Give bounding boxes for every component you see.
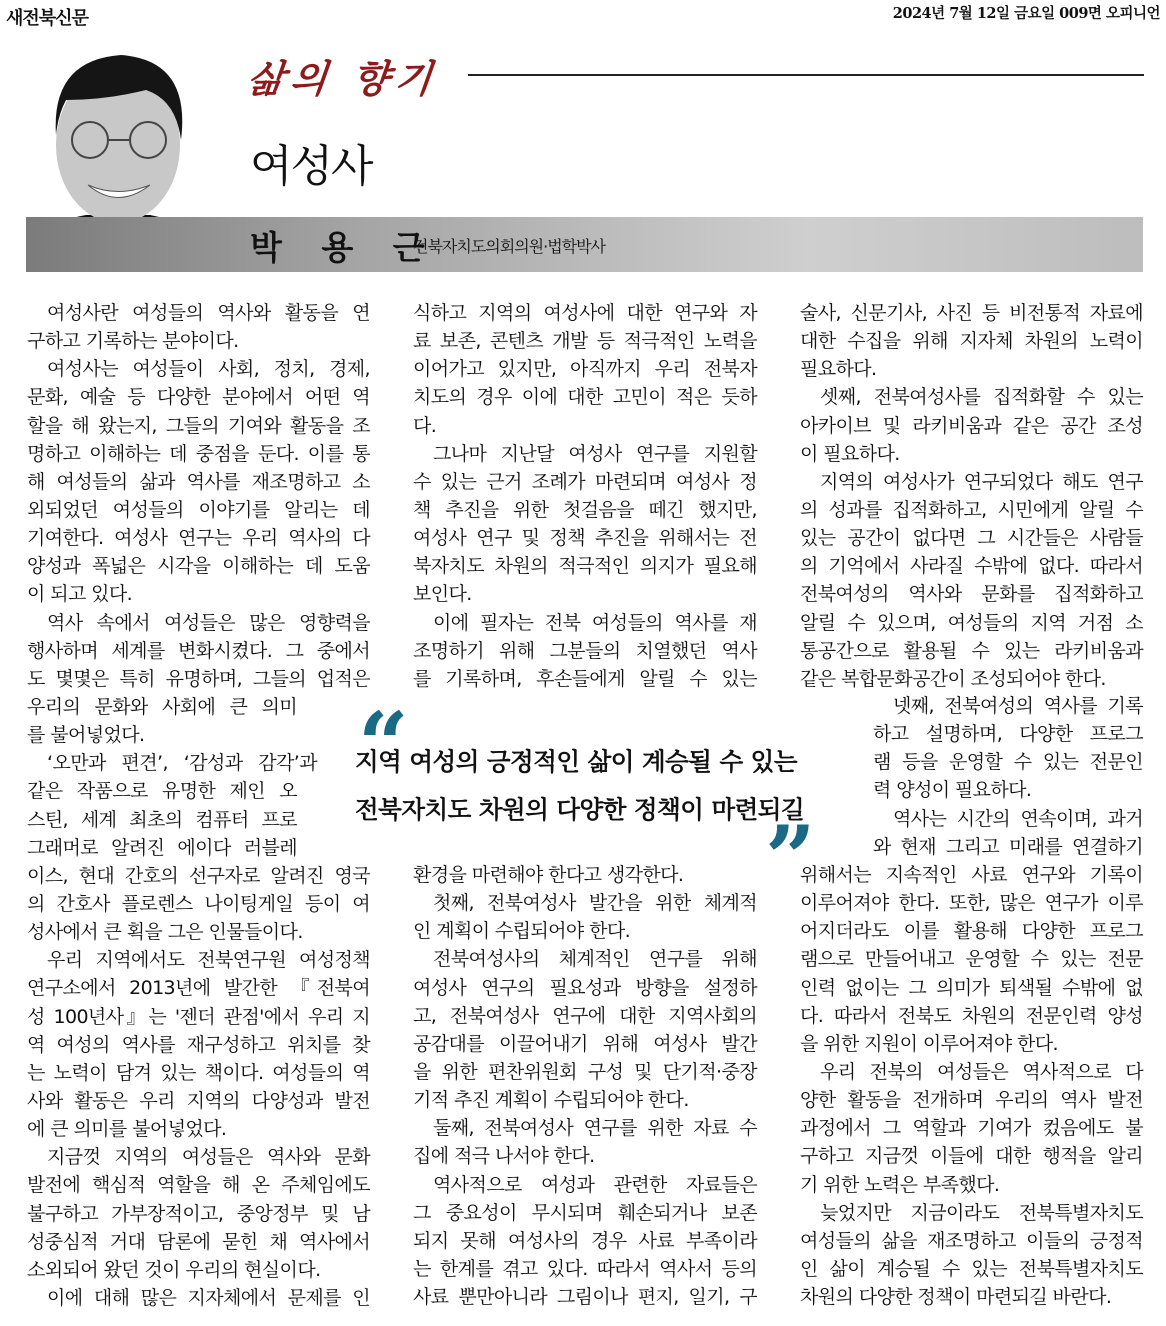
text-line: 지금껏 지역의 여성들은 역사와 문화 [47,1146,370,1169]
article-column-1 [27,299,370,1312]
text-line: 성사에서 큰 획을 그은 인물들이다. [27,921,303,944]
text-line: 램으로 만들어내고 운영할 수 있는 전문 [800,948,1143,971]
text-line: 차원의 다양한 정책이 마련되길 바란다. [800,1286,1112,1309]
text-line: 도 몇몇은 특히 유명하며, 그들의 업적은 [27,667,370,690]
article-title: 여성사 [250,141,372,192]
dateline: 2024년 7월 12일 금요일 009면 오피니언 [892,5,1160,22]
text-line: 여성사 연구의 필요성과 방향을 설정하 [413,976,757,999]
text-line: 치도의 경우 이에 대한 고민이 적은 듯하 [413,386,757,409]
text-line: 그래머로 알려진 에이다 러블레 [27,836,297,859]
newspaper-logo: 새전북신문 [6,8,88,29]
text-line: 에 큰 의미를 불어넣었다. [27,1118,227,1141]
text-line: 여성사는 여성들이 사회, 정치, 경제, [47,358,370,381]
text-line: 전북여성의 역사와 문화를 집적화하고 [800,583,1143,606]
text-line: 통공간으로 활용될 수 있는 라키비움과 [800,639,1143,662]
text-line: 넷째, 전북여성의 역사를 기록 [893,695,1143,717]
text-line: 기적 추진 계획이 수립되어야 한다. [413,1089,689,1112]
text-line: 구하고 기록하는 분야이다. [27,330,239,353]
text-line: 역사는 시간의 연속이며, 과거 [893,807,1143,830]
text-line: 램 등을 운영할 수 있는 전문인 [873,751,1143,774]
text-line: 인 계획이 수립되어야 한다. [413,920,631,943]
article-column-3-middle [873,692,1143,861]
text-line: 셋째, 전북여성사를 집적화할 수 있는 [820,386,1143,409]
text-line: 를 기록하며, 후손들에게 알릴 수 있는 [413,667,757,690]
text-line: 하고 설명하며, 다양한 프로그 [873,723,1143,746]
text-line: 여성사란 여성들의 역사와 활동을 연 [47,302,370,324]
text-line: 양성과 폭넓은 시각을 이해하는 데 도움 [27,555,370,578]
pull-quote-line: 전북자치도 차원의 다양한 정책이 마련되길 [355,795,805,824]
text-line: 는 노력이 담겨 있는 책이다. 여성들의 역 [27,1061,370,1084]
text-line: 식하고 지역의 여성사에 대한 연구와 자 [413,302,757,324]
text-line: 의 성과를 집적화하고, 시민에게 알릴 수 [800,498,1143,521]
text-line: 같은 복합문화공간이 조성되어야 한다. [800,667,1106,690]
series-title: 삶의 향기 [245,56,441,101]
text-line: 대한 수집을 위해 지자체 차원의 노력이 [800,330,1143,353]
text-line: 발전에 핵심적 역할을 해 온 주체임에도 [27,1174,370,1197]
text-line: 할을 해 왔는지, 그들의 기여와 활동을 조 [27,414,370,437]
text-line: 그나마 지난달 여성사 연구를 지원할 [433,442,757,465]
text-line: 이 되고 있다. [27,583,133,606]
article-column-2-bottom [413,861,757,1311]
text-line: 불구하고 가부장적이고, 중앙정부 및 남 [27,1202,370,1225]
text-line: 를 불어넣었다. [27,724,145,747]
text-line: 이에 필자는 전북 여성들의 역사를 재 [433,611,757,634]
text-line: 소외되어 왔던 것이 우리의 현실이다. [27,1258,321,1281]
text-line: 여성사 연구 및 정책 추진을 위해서는 전 [413,527,757,550]
text-line: 고, 전북여성사 연구에 대한 지역사회의 [413,1004,757,1027]
text-line: 구하고 지금껏 이들에 대한 행적을 알리 [800,1145,1143,1168]
text-line: 술사, 신문기사, 사진 등 비전통적 자료에 [800,302,1143,324]
text-line: 기여한다. 여성사 연구는 우리 역사의 다 [27,527,370,550]
text-line: 이어가고 있지만, 아직까지 우리 전북자 [413,358,757,381]
header-rule [468,74,1144,76]
text-line: 어지더라도 이를 활용해 다양한 프로그 [800,920,1143,943]
text-line: 명하고 이해하는 데 중점을 둔다. 이를 통 [27,442,370,465]
text-line: 공감대를 이끌어내기 위해 여성사 발간 [413,1032,757,1055]
article-column-3-top [800,299,1143,693]
text-line: 외되었던 여성들의 이야기를 알리는 데 [27,498,370,521]
text-line: 필요하다. [800,358,877,381]
text-line: 알릴 수 있으며, 여성들의 지역 거점 소 [800,611,1143,634]
text-line: 다. [413,414,437,437]
text-line: 전북여성사의 체계적인 연구를 위해 [433,948,757,971]
author-name: 박 용 근 [250,228,439,267]
text-line: 와 현재 그리고 미래를 연결하기 [873,835,1143,858]
text-line: 첫째, 전북여성사 발간을 위한 체계적 [433,892,757,915]
text-line: 북자치도 차원의 적극적인 의지가 필요해 [413,555,757,578]
text-line: 지역의 여성사가 연구되었다 해도 연구 [820,470,1143,493]
text-line: 여성들의 삶을 재조명하고 이들의 긍정적 [800,1229,1143,1252]
article-column-2-top [413,299,757,693]
text-line: ‘오만과 편견’, ‘감성과 감각’과 [47,752,317,775]
text-line: 둘째, 전북여성사 연구를 위한 자료 수 [433,1117,757,1140]
text-line: 성 100년사』는 '젠더 관점'에서 우리 지 [27,1005,370,1028]
text-line: 역사 속에서 여성들은 많은 영향력을 [47,611,370,634]
pull-quote-line: 지역 여성의 긍정적인 삶이 계승될 수 있는 [355,747,798,776]
text-line: 인 삶이 계승될 수 있는 전북특별자치도 [800,1257,1143,1280]
text-line: 되지 못해 여성사의 경우 사료 부족이라 [413,1229,757,1252]
text-line: 의 간호사 플로렌스 나이팅게일 등이 여 [27,892,370,915]
author-affiliation: 전북자치도의회의원·법학박사 [413,237,606,256]
open-quote-icon: “ [358,692,409,796]
text-line: 수 있는 근거 조례가 마련되며 여성사 정 [413,470,757,493]
text-line: 있는 공간이 없다면 그 시간들은 사람들 [800,527,1143,550]
text-line: 우리의 문화와 사회에 큰 의미 [27,695,297,718]
text-line: 성중심적 거대 담론에 묻힌 채 역사에서 [27,1230,370,1253]
text-line: 아카이브 및 라키비움과 같은 공간 조성 [800,414,1143,437]
text-line: 다. 따라서 전북도 차원의 전문인력 양성 [800,1004,1143,1027]
text-line: 이루어져야 한다. 또한, 많은 연구가 이루 [800,892,1143,915]
text-line: 과정에서 그 역할과 기여가 컸음에도 불 [800,1117,1143,1140]
text-line: 위해서는 지속적인 사료 연구와 기록이 [800,864,1143,886]
text-line: 그 중요성이 무시되며 훼손되거나 보존 [413,1201,757,1224]
text-line: 우리 전북의 여성들은 역사적으로 다 [820,1060,1143,1083]
text-line: 행사하며 세계를 변화시켰다. 그 중에서 [27,639,370,662]
text-line: 환경을 마련해야 한다고 생각한다. [413,864,684,886]
text-line: 역 여성의 역사를 재구성하고 위치를 찾 [27,1033,370,1056]
text-line: 이에 대해 많은 지자체에서 문제를 인 [47,1286,370,1309]
text-line: 의 기억에서 사라질 수밖에 없다. 따라서 [800,555,1143,578]
text-line: 인력 없이는 그 의미가 퇴색될 수밖에 없 [800,976,1143,999]
text-line: 양한 활동을 전개하며 우리의 역사 발전 [800,1089,1143,1112]
text-line: 책 추진을 위한 첫걸음을 떼긴 했지만, [413,498,757,521]
text-line: 사료 뿐만아니라 그림이나 편지, 일기, 구 [413,1286,757,1309]
pull-quote [355,738,804,834]
text-line: 보인다. [413,583,472,606]
text-line: 스틴, 세계 최초의 컴퓨터 프로 [27,808,297,831]
text-line: 료 보존, 콘텐츠 개발 등 적극적인 노력을 [413,330,757,353]
text-line: 해 여성들의 삶과 역사를 재조명하고 소 [27,470,370,493]
text-line: 집에 적극 나서야 한다. [413,1145,595,1168]
text-line: 조명하기 위해 그분들의 치열했던 역사 [413,639,757,662]
text-line: 이 필요하다. [800,442,900,465]
text-line: 이스, 현대 간호의 선구자로 알려진 영국 [27,864,370,887]
text-line: 연구소에서 2013년에 발간한 『전북여 [27,977,370,1000]
close-quote-icon: ” [765,806,816,910]
text-line: 역사적으로 여성과 관련한 자료들은 [433,1173,757,1196]
text-line: 을 위한 지원이 이루어져야 한다. [800,1032,1059,1055]
text-line: 늦었지만 지금이라도 전북특별자치도 [820,1201,1143,1224]
text-line: 문화, 예술 등 다양한 분야에서 어떤 역 [27,386,370,409]
text-line: 기 위한 노력은 부족했다. [800,1173,1000,1196]
article-column-3-bottom [800,861,1143,1311]
text-line: 같은 작품으로 유명한 제인 오 [27,780,297,803]
text-line: 력 양성이 필요하다. [873,779,1032,802]
text-line: 을 위한 편찬위원회 구성 및 단기적·중장 [413,1060,757,1083]
text-line: 는 한계를 겪고 있다. 따라서 역사서 등의 [413,1257,757,1280]
text-line: 우리 지역에서도 전북연구원 여성정책 [47,949,370,972]
text-line: 사와 활동은 우리 지역의 다양성과 발전 [27,1089,370,1112]
